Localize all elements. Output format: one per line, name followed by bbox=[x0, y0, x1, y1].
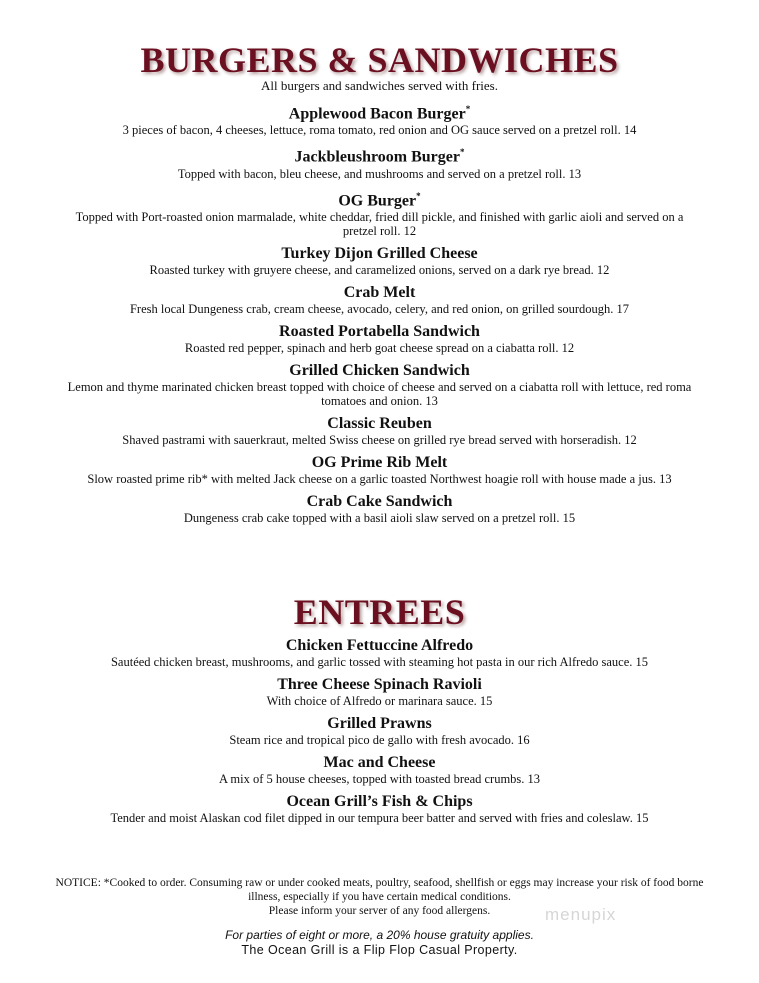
notice-line: Please inform your server of any food allergens. bbox=[268, 905, 491, 917]
menu-item bbox=[0, 244, 759, 277]
burger-item-description: Topped with Port-roasted onion marmalade, white cheddar, fried dill pickle, and finished with garlic aioli and served on a pretzel roll. 12 bbox=[75, 209, 684, 238]
burger-item-description: Shaved pastrami with sauerkraut, melted Swiss cheese on grilled rye bread served with horseradish. 12 bbox=[122, 432, 637, 447]
item-name-text: Roasted Portabella Sandwich bbox=[279, 322, 480, 340]
burgers-subtitle: All burgers and sandwiches served with fries. bbox=[261, 78, 498, 93]
entree-item-name bbox=[0, 636, 759, 655]
item-name-text: Crab Melt bbox=[343, 283, 416, 301]
allergen-notice bbox=[40, 876, 719, 918]
menu-item bbox=[0, 322, 759, 355]
entree-item-description: Steam rice and tropical pico de gallo with fresh avocado. 16 bbox=[229, 733, 530, 747]
burger-item-name bbox=[0, 143, 759, 166]
notice-line: NOTICE: *Cooked to order. Consuming raw or under cooked meats, poultry, seafood, shellfish or eggs may increase your risk of food borne illness, especially if you have certain medical conditions. bbox=[55, 877, 704, 903]
burger-item-description: Roasted turkey with gruyere cheese, and caramelized onions, served on a dark rye bread. 12 bbox=[149, 262, 610, 277]
entree-item-description: Sautéed chicken breast, mushrooms, and garlic tossed with steaming hot pasta in our rich Alfredo sauce. 15 bbox=[110, 655, 649, 669]
item-name-text: OG Prime Rib Melt bbox=[311, 453, 448, 471]
cooked-to-order-mark: * bbox=[459, 147, 465, 158]
menupix-watermark: menupix bbox=[545, 905, 617, 924]
burger-item-name bbox=[0, 187, 759, 210]
burger-item-description: Dungeness crab cake topped with a basil aioli slaw served on a pretzel roll. 15 bbox=[183, 510, 576, 525]
property-note: The Ocean Grill is a Flip Flop Casual Property. bbox=[241, 943, 518, 957]
menu-item bbox=[0, 675, 759, 708]
burger-item-description: Fresh local Dungeness crab, cream cheese, avocado, celery, and red onion, on grilled sourdough. 17 bbox=[129, 301, 630, 316]
burger-item-name bbox=[0, 492, 759, 511]
burger-item-description: Slow roasted prime rib* with melted Jack cheese on a garlic toasted Northwest hoagie roll with house made a jus. 13 bbox=[87, 471, 672, 486]
menu-item bbox=[0, 100, 759, 137]
item-name-text: Mac and Cheese bbox=[323, 754, 436, 771]
menu-item bbox=[0, 714, 759, 747]
burger-item-name bbox=[0, 283, 759, 302]
menu-item bbox=[0, 414, 759, 447]
menu-item bbox=[0, 361, 759, 408]
item-name-text: Three Cheese Spinach Ravioli bbox=[277, 676, 482, 693]
entrees-section-title: ENTREES bbox=[293, 592, 466, 632]
item-name-text: Applewood Bacon Burger bbox=[288, 105, 466, 123]
burger-item-name bbox=[0, 414, 759, 433]
burger-item-name bbox=[0, 100, 759, 123]
item-name-text: Grilled Chicken Sandwich bbox=[289, 361, 470, 379]
burger-item-description: Topped with bacon, bleu cheese, and mushrooms and served on a pretzel roll. 13 bbox=[177, 166, 582, 181]
menu-item bbox=[0, 187, 759, 238]
entree-item-name bbox=[0, 792, 759, 811]
item-name-text: Jackbleushroom Burger bbox=[294, 148, 460, 166]
gratuity-note: For parties of eight or more, a 20% house gratuity applies. bbox=[225, 928, 534, 942]
menu-item bbox=[0, 143, 759, 180]
entree-item-description: With choice of Alfredo or marinara sauce. 15 bbox=[266, 694, 493, 708]
burger-item-name bbox=[0, 244, 759, 263]
entrees-list bbox=[0, 636, 759, 831]
cooked-to-order-mark: * bbox=[416, 190, 421, 201]
menu-item bbox=[0, 636, 759, 669]
menu-item bbox=[0, 753, 759, 786]
entree-item-description: Tender and moist Alaskan cod filet dipped in our tempura beer batter and served with fries and coleslaw. 15 bbox=[110, 811, 649, 825]
burger-item-name bbox=[0, 453, 759, 472]
cooked-to-order-mark: * bbox=[465, 104, 471, 114]
item-name-text: OG Burger bbox=[338, 191, 417, 209]
menu-item bbox=[0, 492, 759, 525]
burgers-section-title: BURGERS & SANDWICHES bbox=[140, 40, 619, 80]
burger-item-name bbox=[0, 361, 759, 380]
burger-item-description: Roasted red pepper, spinach and herb goat cheese spread on a ciabatta roll. 12 bbox=[184, 340, 575, 355]
burger-item-description: 3 pieces of bacon, 4 cheeses, lettuce, roma tomato, red onion and OG sauce served on a pretzel roll. 14 bbox=[122, 123, 637, 138]
item-name-text: Ocean Grill’s Fish & Chips bbox=[286, 793, 473, 810]
menu-item bbox=[0, 792, 759, 825]
item-name-text: Turkey Dijon Grilled Cheese bbox=[281, 244, 478, 262]
entree-item-description: A mix of 5 house cheeses, topped with toasted bread crumbs. 13 bbox=[218, 772, 541, 786]
item-name-text: Crab Cake Sandwich bbox=[306, 492, 453, 510]
entree-item-name bbox=[0, 753, 759, 772]
entree-item-name bbox=[0, 675, 759, 694]
entree-item-name bbox=[0, 714, 759, 733]
menu-item bbox=[0, 283, 759, 316]
item-name-text: Grilled Prawns bbox=[327, 715, 432, 732]
item-name-text: Chicken Fettuccine Alfredo bbox=[285, 637, 474, 654]
menu-item bbox=[0, 453, 759, 486]
item-name-text: Classic Reuben bbox=[327, 414, 432, 432]
burger-item-description: Lemon and thyme marinated chicken breast topped with choice of cheese and served on a ciabatta roll with lettuce, red roma tomatoes and onion. 13 bbox=[67, 379, 692, 408]
burger-item-name bbox=[0, 322, 759, 341]
burgers-list bbox=[0, 100, 759, 531]
